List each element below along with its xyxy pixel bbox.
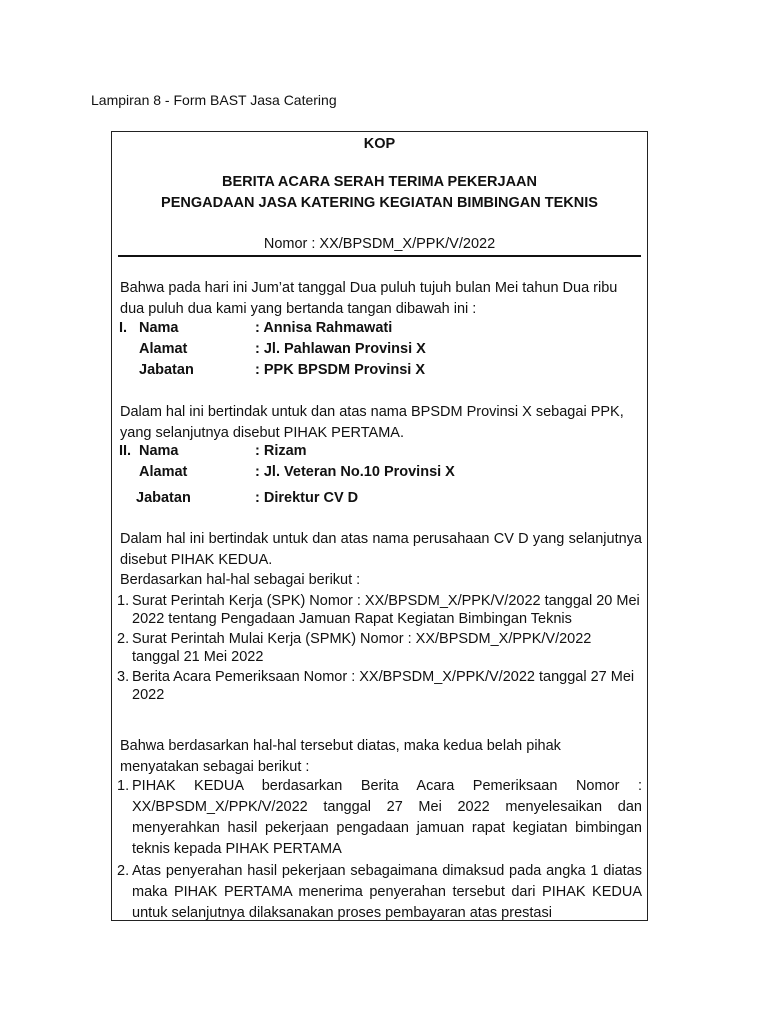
party2-number: II. [119,443,132,459]
party2-name-label: Nama [139,443,179,459]
list-item-text: Atas penyerahan hasil pekerjaan sebagaimana dimaksud pada angka 1 diatas maka PIHAK PERTAMA menerima penyerahan tersebut dari PIHAK KEDUA untuk selanjutnya dilaksanakan proses pembayaran atas prestasi [132,863,642,921]
list-item [117,776,642,860]
list-item-number: 3. [117,669,130,685]
party2-position-value: : Direktur CV D [255,490,359,506]
document-frame [111,131,648,921]
document-title-line1: BERITA ACARA SERAH TERIMA PEKERJAAN [222,174,537,190]
list-item-number: 1. [117,778,130,794]
list-item-text: Surat Perintah Mulai Kerja (SPMK) Nomor : XX/BPSDM_X/PPK/V/2022 tanggal 21 Mei 2022 [132,631,592,665]
list-item [117,592,642,628]
header-divider [118,255,641,257]
party1-position-label: Jabatan [139,362,194,378]
list-item-text: Berita Acara Pemeriksaan Nomor : XX/BPSDM_X/PPK/V/2022 tanggal 27 Mei 2022 [132,669,635,703]
list-item-number: 1. [117,593,130,609]
party2-name-value: : Rizam [255,443,307,459]
basis-list [117,592,642,706]
attachment-caption: Lampiran 8 - Form BAST Jasa Catering [91,92,337,108]
party1-description: Dalam hal ini bertindak untuk dan atas nama BPSDM Provinsi X sebagai PPK, yang selanjutnya disebut PIHAK PERTAMA. [120,404,624,441]
list-item [117,668,642,704]
statement-list [117,776,642,921]
party1-address-value: : Jl. Pahlawan Provinsi X [255,341,426,357]
list-item [117,630,642,666]
party1-position-value: : PPK BPSDM Provinsi X [255,362,426,378]
party1-address-label: Alamat [139,341,188,357]
party1-name-label: Nama [139,320,179,336]
party1-number: I. [119,320,128,336]
basis-intro: Berdasarkan hal-hal sebagai berikut : [120,572,361,588]
list-item-number: 2. [117,863,130,879]
party2-description: Dalam hal ini bertindak untuk dan atas nama perusahaan CV D yang selanjutnya disebut PIHAK KEDUA. [120,531,642,568]
party2-address-label: Alamat [139,464,188,480]
party2-position-label: Jabatan [136,490,191,506]
list-item-text: Surat Perintah Kerja (SPK) Nomor : XX/BPSDM_X/PPK/V/2022 tanggal 20 Mei 2022 tentang Pengadaan Jamuan Rapat Kegiatan Bimbingan Teknis [132,593,640,627]
party2-address-value: : Jl. Veteran No.10 Provinsi X [255,464,455,480]
statement-intro: Bahwa berdasarkan hal-hal tersebut diatas, maka kedua belah pihak menyatakan sebagai berikut : [120,738,561,775]
document-number: Nomor : XX/BPSDM_X/PPK/V/2022 [263,236,496,252]
list-item-text: PIHAK KEDUA berdasarkan Berita Acara Pemeriksaan Nomor : XX/BPSDM_X/PPK/V/2022 tanggal 27 Mei 2022 menyelesaikan dan menyerahkan hasil pekerjaan pengadaan jamuan rapat kegiatan bimbingan teknis kepada PIHAK PERTAMA [132,778,642,857]
document-title-line2: PENGADAAN JASA KATERING KEGIATAN BIMBINGAN TEKNIS [161,195,598,211]
list-item [117,861,642,921]
intro-paragraph: Bahwa pada hari ini Jum’at tanggal Dua puluh tujuh bulan Mei tahun Dua ribu dua puluh dua kami yang bertanda tangan dibawah ini : [120,280,618,317]
party1-name-value: : Annisa Rahmawati [255,320,393,336]
list-item-number: 2. [117,631,130,647]
kop-heading: KOP [363,136,396,152]
